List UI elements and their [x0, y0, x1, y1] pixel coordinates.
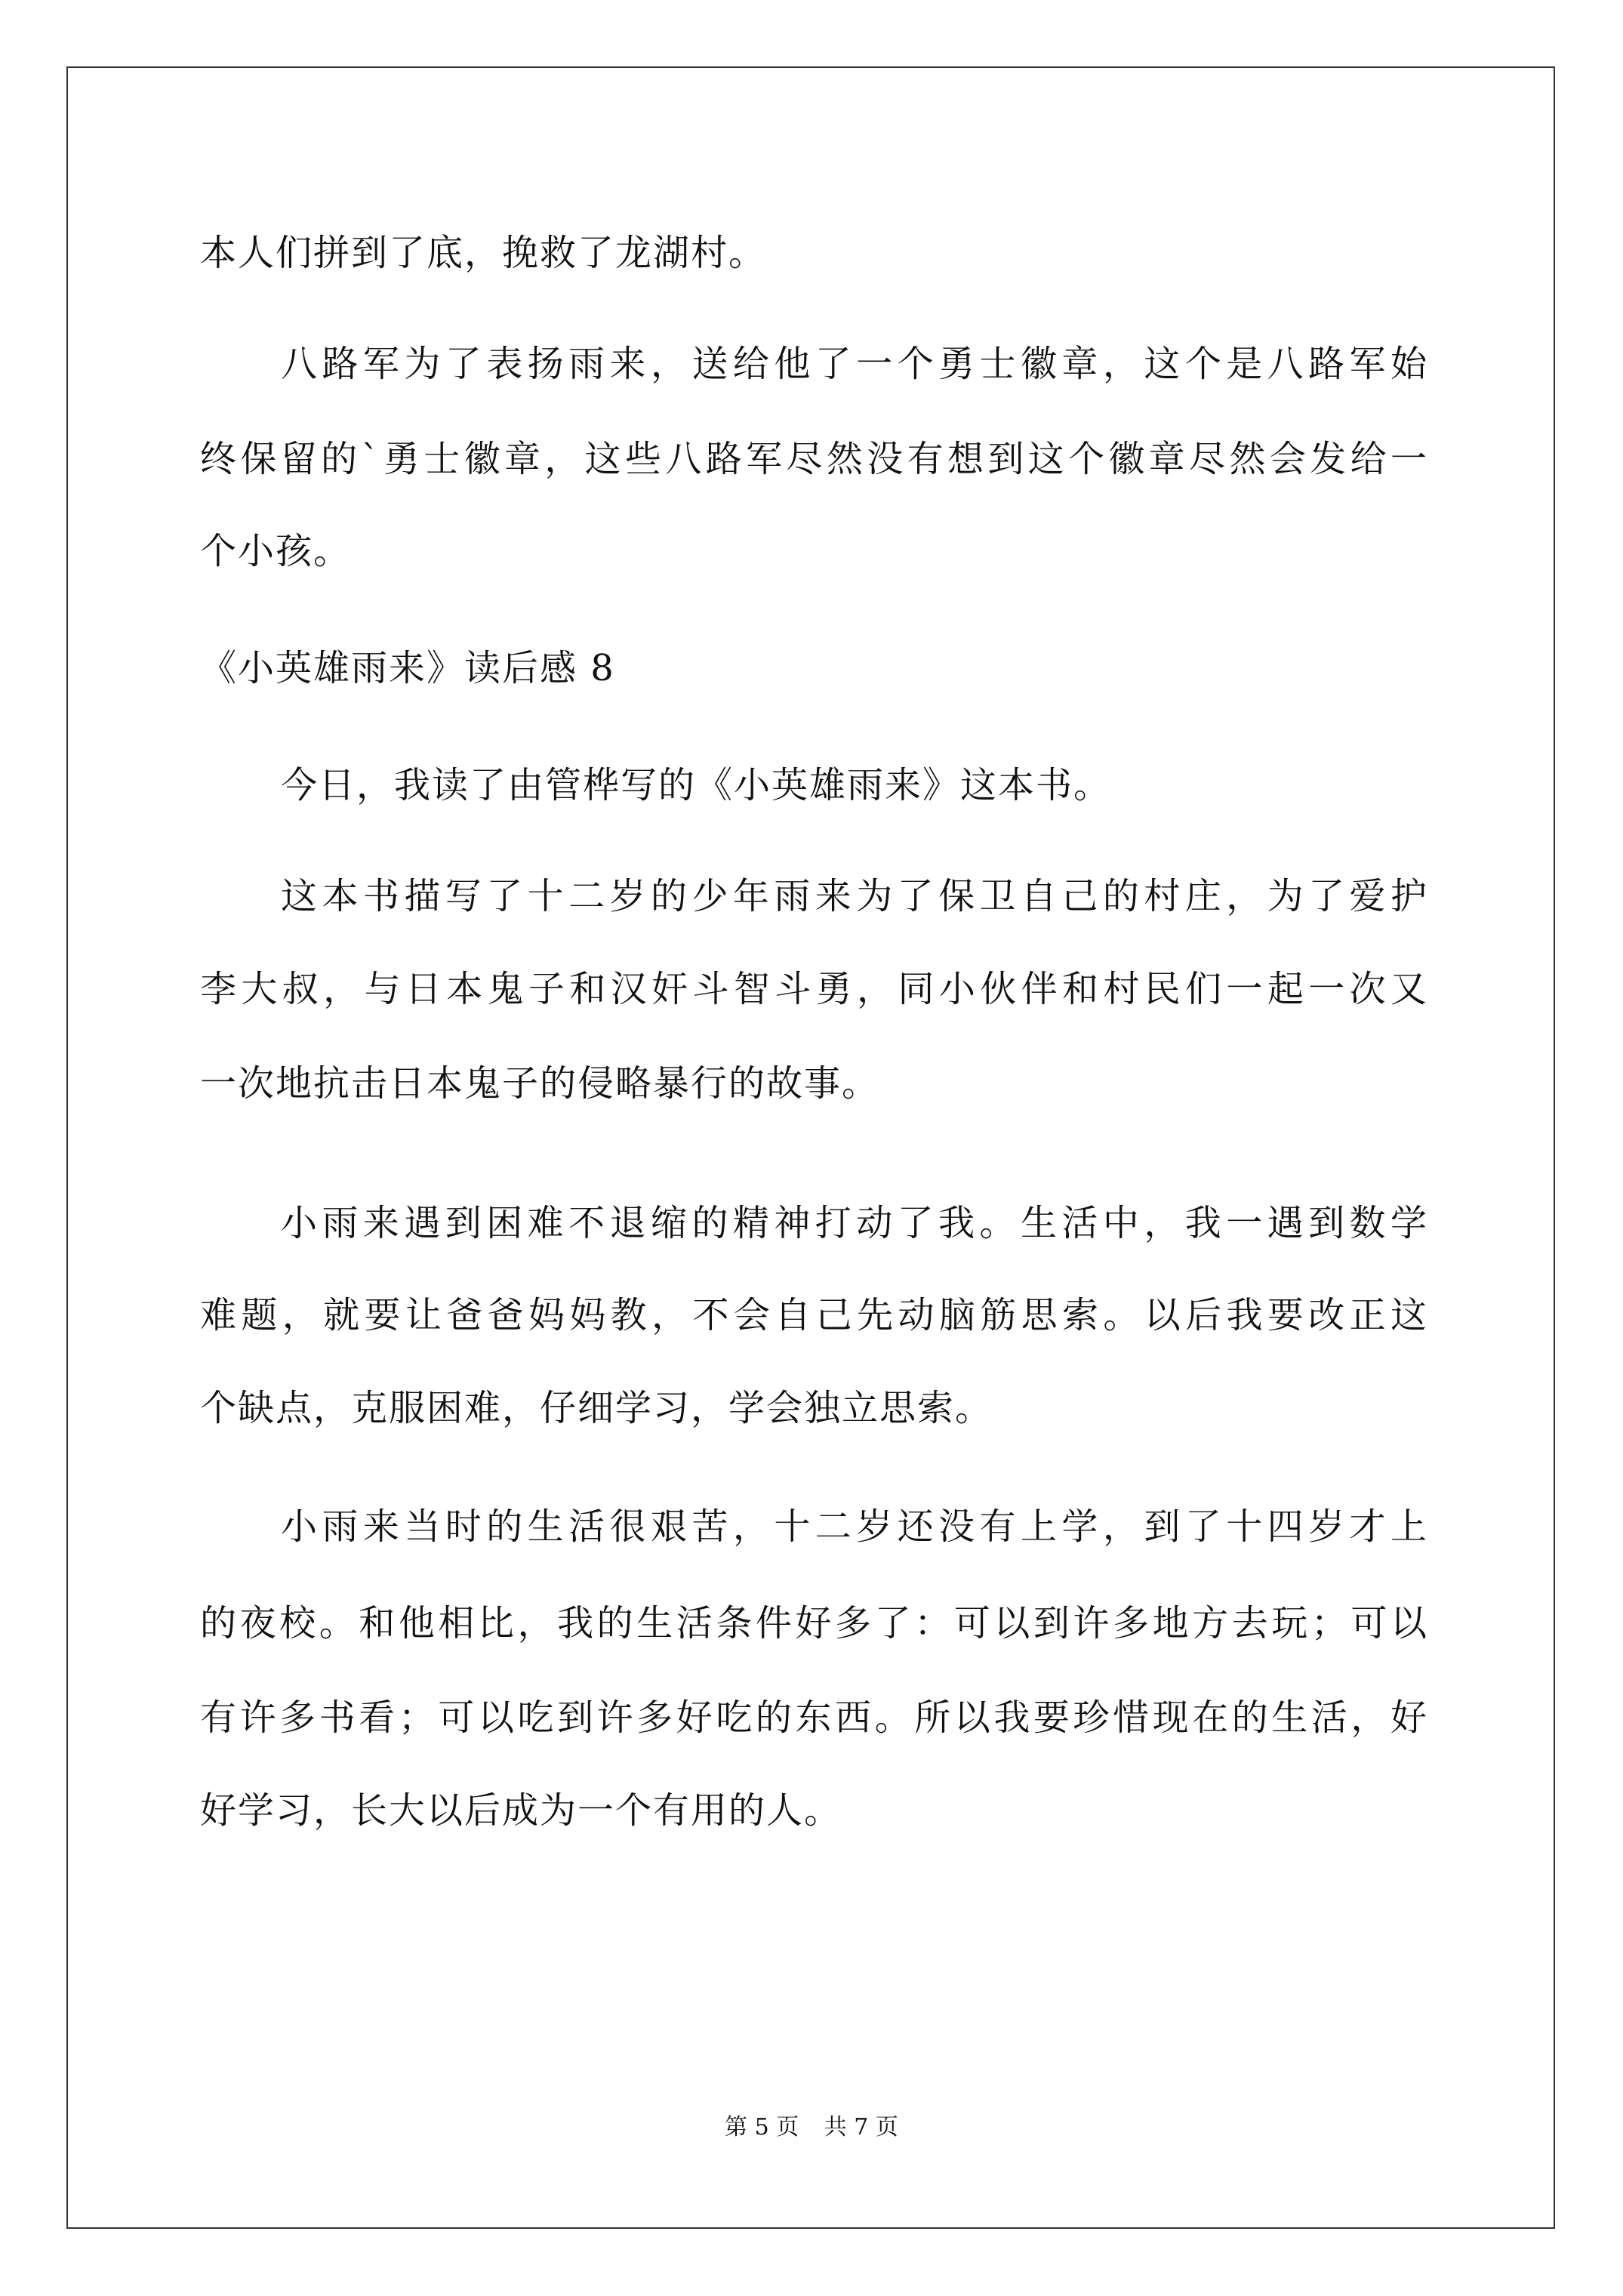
paragraph-line: 终保留的`勇士徽章，这些八路军尽然没有想到这个徽章尽然会发给一: [200, 438, 1427, 480]
page-footer: [0, 2114, 1623, 2141]
paragraph-line: 八路军为了表扬雨来，送给他了一个勇士徽章，这个是八路军始: [281, 343, 1427, 385]
page-number: 第 5 页: [725, 2114, 799, 2140]
paragraph-line: 有许多书看；可以吃到许多好吃的东西。所以我要珍惜现在的生活，好: [200, 1697, 1427, 1739]
paragraph-line: 本人们拼到了底，挽救了龙湖村。: [200, 232, 767, 274]
paragraph-line: 这本书描写了十二岁的少年雨来为了保卫自己的村庄，为了爱护: [281, 875, 1427, 917]
paragraph-line: 个小孩。: [200, 530, 352, 572]
paragraph-line: 好学习，长大以后成为一个有用的人。: [200, 1789, 842, 1832]
paragraph-line: 一次地抗击日本鬼子的侵略暴行的故事。: [200, 1062, 880, 1105]
section-heading: 《小英雄雨来》读后感 8: [200, 647, 615, 689]
paragraph-line: 小雨来当时的生活很艰苦，十二岁还没有上学，到了十四岁才上: [281, 1505, 1427, 1548]
page-border: [66, 66, 1555, 2229]
paragraph-line: 李大叔，与日本鬼子和汉奸斗智斗勇，同小伙伴和村民们一起一次又: [200, 968, 1427, 1010]
paragraph-line: 小雨来遇到困难不退缩的精神打动了我。生活中，我一遇到数学: [281, 1202, 1427, 1244]
page-total: 共 7 页: [824, 2114, 898, 2140]
paragraph-line: 的夜校。和他相比，我的生活条件好多了：可以到许多地方去玩；可以: [200, 1602, 1427, 1644]
paragraph-line: 今日，我读了由管桦写的《小英雄雨来》这本书。: [281, 764, 1112, 806]
paragraph-line: 个缺点，克服困难，仔细学习，学会独立思索。: [200, 1387, 993, 1429]
paragraph-line: 难题，就要让爸爸妈妈教，不会自己先动脑筋思索。以后我要改正这: [200, 1294, 1427, 1336]
